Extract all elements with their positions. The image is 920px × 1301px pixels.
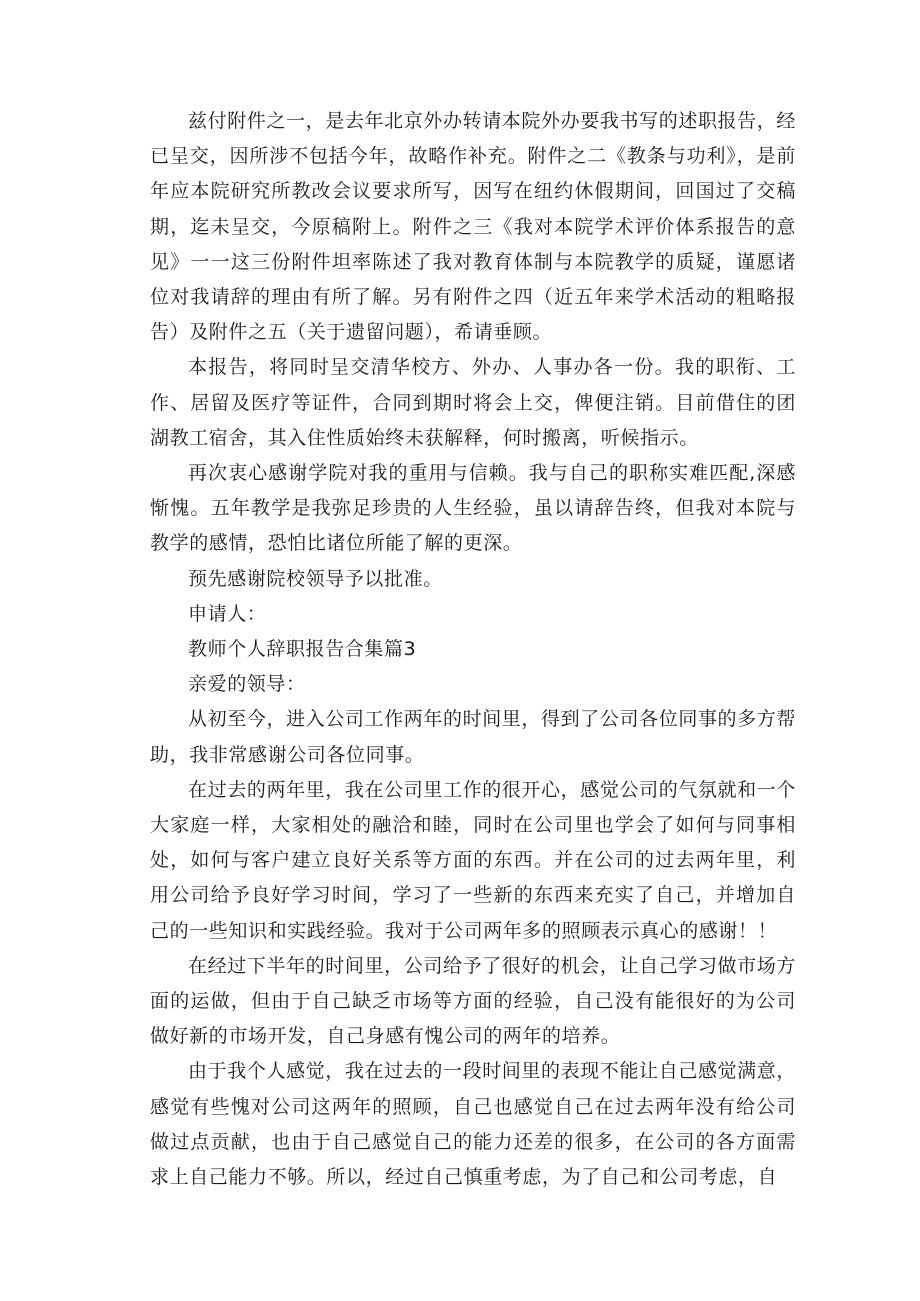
paragraph-report-submission: 本报告，将同时呈交清华校方、外办、人事办各一份。我的职衔、工作、居留及医疗等证件，合同到期时将会上交，俾便注销。目前借住的团湖教工宿舍，其入住性质始终未获解释，何时搬离，听候指示。 xyxy=(150,356,796,449)
paragraph-market: 在经过下半年的时间里，公司给予了很好的机会，让自己学习做市场方面的运做，但由于自己缺乏市场等方面的经验，自己没有能很好的为公司做好新的市场开发，自己身感有愧公司的两年的培养。 xyxy=(150,954,796,1048)
paragraph-intro: 从初至今，进入公司工作两年的时间里，得到了公司各位同事的多方帮助，我非常感谢公司各位同事。 xyxy=(150,708,796,766)
paragraph-attachments: 兹付附件之一，是去年北京外办转请本院外办要我书写的述职报告，经已呈交，因所涉不包括今年，故略作补充。附件之二《教条与功利》，是前年应本院研究所教改会议要求所写，因写在纽约休假期间，回国过了交稿期，迄未呈交，今原稿附上。附件之三《我对本院学术评价体系报告的意见》一一这三份附件坦率陈述了我对教育体制与本院教学的质疑，谨愿诸位对我请辞的理由有所了解。另有附件之四（近五年来学术活动的粗略报告）及附件之五（关于遗留问题），希请垂顾。 xyxy=(150,110,796,344)
paragraph-salutation: 亲爱的领导： xyxy=(188,673,306,696)
paragraph-reason: 由于我个人感觉，我在过去的一段时间里的表现不能让自己感觉满意，感觉有些愧对公司这两年的照顾，自己也感觉自己在过去两年没有给公司做过点贡献，也由于自己感觉自己的能力还差的很多，在公司的各方面需求上自己能力不够。所以，经过自己慎重考虑，为了自己和公司考虑，自 xyxy=(150,1060,796,1189)
paragraph-two-years: 在过去的两年里，我在公司里工作的很开心，感觉公司的气氛就和一个大家庭一样，大家相处的融洽和睦，同时在公司里也学会了如何与同事相处，如何与客户建立良好关系等方面的东西。并在公司的过去两年里，利用公司给予良好学习时间，学习了一些新的东西来充实了自己，并增加自己的一些知识和实践经验。我对于公司两年多的照顾表示真心的感谢！！ xyxy=(150,778,796,942)
paragraph-gratitude: 再次衷心感谢学院对我的重用与信赖。我与自己的职称实难匹配,深感惭愧。五年教学是我弥足珍贵的人生经验，虽以请辞告终，但我对本院与教学的感情，恐怕比诸位所能了解的更深。 xyxy=(150,462,796,555)
section-heading: 教师个人辞职报告合集篇3 xyxy=(188,638,417,661)
paragraph-applicant: 申请人： xyxy=(188,602,267,625)
paragraph-thanks-approval: 预先感谢院校领导予以批准。 xyxy=(188,567,443,590)
document-body xyxy=(150,104,796,1195)
